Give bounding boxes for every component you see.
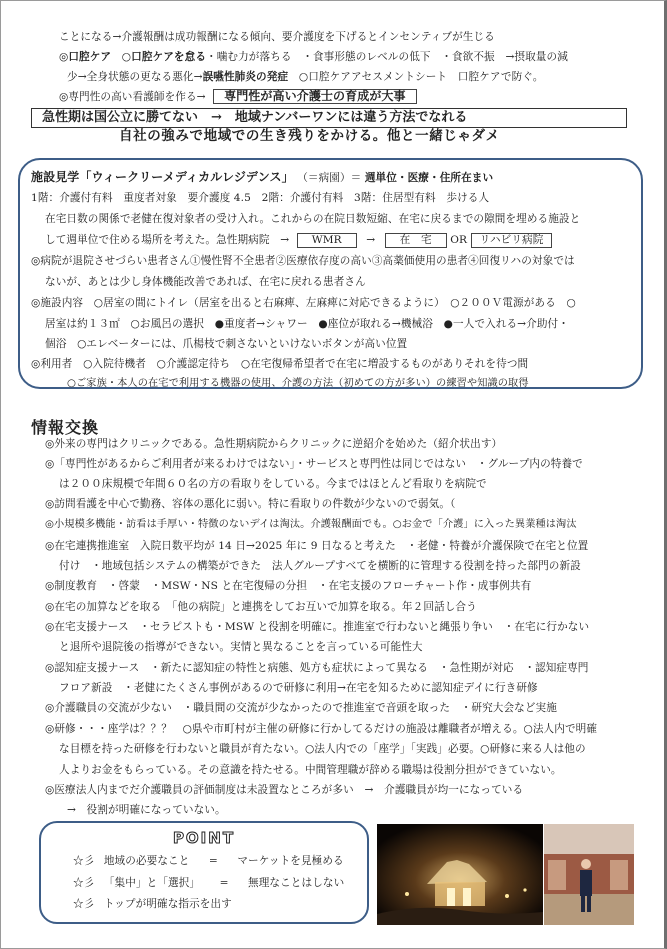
info-line: ◎医療法人内までだ介護職員の評価制度は未設置なところが多い → 介護職員が均一になっている xyxy=(45,784,524,796)
facility-night-photo xyxy=(377,824,543,925)
info-line: ◎在宅の加算などを取る 「他の病院」と連携をしてお互いで加算を取る。年２回話し合う xyxy=(45,601,477,613)
top-line-2 xyxy=(59,50,568,64)
point-title: POINT xyxy=(172,829,236,847)
info-line: ◎在宅支援ナース ・セラピストも・MSW と役割を明確に。推進室で行わないと縄張り争い ・在宅に行かない xyxy=(45,621,590,633)
info-line: ◎外来の専門はクリニックである。急性期病院からクリニックに逆紹介を始めた（紹介状出す） xyxy=(45,438,503,450)
tour-line-5: ◎施設内容 ○居室の間にトイレ（居室を出ると右麻痺、左麻痺に対応できるように） ○２００Ｖ電源がある ○ xyxy=(31,297,576,309)
flow-or: OR xyxy=(450,234,468,246)
top-line-1: ことになる→介護報酬は成功報酬になる傾向、要介護度を下げるとインセンティブが生じる xyxy=(59,31,495,43)
point-item-left: トップが明確な指示を出す xyxy=(103,898,232,910)
star-icon: ☆彡 xyxy=(73,855,95,867)
info-line: ◎認知症支援ナース ・新たに認知症の特性と病態、処方も症状によって異なる ・急性期が対応 ・認知症専門 xyxy=(45,662,589,674)
slogan: 自社の強みで地域での生き残りをかける。他と一緒じゃダメ xyxy=(119,128,500,144)
point-item xyxy=(73,876,344,890)
info-line: ◎小規模多機能・訪看は手厚い・特徴のないデイは淘汰。介護報酬面でも。○お金で「介護」に入った異業種は淘汰 xyxy=(45,519,577,530)
info-line: ◎制度教育 ・啓蒙 ・MSW・NS と在宅復帰の分担 ・在宅支援のフローチャート作・成事例共有 xyxy=(45,580,532,592)
info-line: な目標を持った研修を行わないと職員が育たない。○法人内での「座学」「実践」必要。○研修に来る人は他の xyxy=(59,743,586,755)
person-lobby-photo-graphic xyxy=(544,824,634,925)
tour-line-3: ◎病院が退院させづらい患者さん①慢性腎不全患者②医療依存度の高い③高薬価使用の患者④回復リハの対象では xyxy=(31,255,575,267)
point-item-right: マーケットを見極める xyxy=(237,855,344,867)
info-line: と退所や退院後の指導ができない。実情と異なることを言っている可能性大 xyxy=(59,641,423,653)
top-line-4 xyxy=(59,89,417,104)
info-line: は２００床規模で年間６０名の方の看取りをしている。今まではほとんど看取りを病院で xyxy=(59,478,487,490)
info-line: フロア新設 ・老健にたくさん事例があるので研修に利用→在宅を知るために認知症デイに行き研修 xyxy=(59,682,538,694)
aspiration-pneumonia-text: 誤嚥性肺炎の発症 xyxy=(202,71,289,83)
acute-care-banner-text: 急性期は国公立に勝てない → 地域ナンバーワンには違う方法でなれる xyxy=(42,110,468,125)
flow-wmr-box: WMR xyxy=(297,233,357,248)
oral-care-effects: ・噛む力が落ちる ・食事形態のレベルの低下 ・食欲不振 →摂取量の減 xyxy=(206,51,568,63)
info-line: 人よりお金をもらっている。その意識を持たせる。中間管理職が辞める職場は役割分担ができていない。 xyxy=(59,764,562,776)
tour-title-tail: 週単位・医療・住所在まい xyxy=(364,172,494,184)
tour-title-line xyxy=(31,170,493,185)
flow-rehab-box: リハビリ病院 xyxy=(471,233,553,248)
point-item xyxy=(73,897,232,911)
tour-line-7: 個浴 ○エレベーターには、爪楊枝で刺さないといけないボタンが高い位置 xyxy=(45,338,408,350)
info-line: ◎在宅連携推進室 入院日数平均が 14 日→2025 年に 9 日なると考えた ・老健・特養が介護保険で在宅と位置 xyxy=(45,540,589,552)
info-line: → 役割が明確になっていない。 xyxy=(67,804,226,816)
info-line: ◎「専門性があるからご利用者が来るわけではない」・サービスと専門性は同じではない ・グループ内の特養で xyxy=(45,458,583,470)
info-line: ◎訪問看護を中心で勤務、容体の悪化に弱い。特に看取りの件数が少ないので弱気。（ xyxy=(45,498,456,510)
flow-arrow: → xyxy=(366,234,376,246)
oral-care-label: ◎口腔ケア ○口腔ケアを怠る xyxy=(59,51,207,63)
tour-line-8: ◎利用者 ○入院待機者 ○介護認定待ち ○在宅復帰希望者で在宅に増設するものがありそれを待つ間 xyxy=(31,358,529,370)
point-item xyxy=(73,854,344,868)
tour-line-6: 居室は約１３㎡ ○お風呂の選択 ●重度者→シャワー ●座位が取れる→機械浴 ●一人で入れる→介助付・ xyxy=(45,318,569,330)
tour-flow-line xyxy=(45,233,552,248)
point-item-left: 地域の必要なこと xyxy=(103,855,190,867)
info-line: 付け ・地域包括システムの構築ができた 法人グループすべてを横断的に管理する役割を持った部門の新設 xyxy=(59,560,581,572)
point-item-eq: = xyxy=(208,855,218,867)
specialist-caregiver-box: 専門性が高い介護士の育成が大事 xyxy=(213,89,417,104)
tour-line-2: して週単位で住める場所を考えた。急性期病院 → xyxy=(45,234,290,246)
top-line-3-a: 少→全身状態の更なる悪化→ xyxy=(67,71,203,83)
star-icon: ☆彡 xyxy=(73,898,95,910)
acute-care-banner xyxy=(31,108,627,128)
tour-title: 施設見学「ウィークリーメディカルレジデンス」 xyxy=(31,170,294,184)
flow-home-box: 在 宅 xyxy=(385,233,447,248)
star-icon: ☆彡 xyxy=(73,877,95,889)
tour-line-9: ○ご家族・本人の在宅で利用する機器の使用、介護の方法（初めての方が多い）の練習や知識の取得 xyxy=(67,378,529,389)
tour-line-1: 在宅日数の関係で老健在復対象者の受け入れ。これからの在院日数短縮、在宅に戻るまでの隙間を埋める施設と xyxy=(45,213,581,225)
info-line: ◎介護職員の交流が少ない ・職員間の交流が少なかったので推進室で音頭を取った ・研究大会など実施 xyxy=(45,702,557,714)
top-line-3 xyxy=(67,70,543,84)
top-line-4-a: ◎専門性の高い看護師を作る→ xyxy=(59,91,206,103)
point-item-eq: = xyxy=(219,877,229,889)
point-item-right: 無理なことはしない xyxy=(248,877,345,889)
tour-floors: 1階：介護付有料 重度者対象 要介護度 4.5 2階：介護付有料 3階：住居型有料 歩ける人 xyxy=(31,192,490,204)
tour-line-4: ないが、あとは少し身体機能改善であれば、在宅に戻れる患者さん xyxy=(45,276,366,288)
info-line: ◎研修・・・座学は？？？ ○県や市町村が主催の研修に行かしてるだけの施設は離職者が増える。○法人内で明確 xyxy=(45,723,598,735)
point-item-left: 「集中」と「選択」 xyxy=(103,877,201,889)
info-exchange-title: 情報交換 xyxy=(31,418,100,437)
tour-title-note: （＝病園）＝ xyxy=(297,172,362,184)
facility-night-photo-graphic xyxy=(377,824,543,925)
top-line-3-c: ○口腔ケアアセスメントシート 口腔ケアで防ぐ。 xyxy=(288,71,544,83)
person-lobby-photo xyxy=(544,824,634,925)
